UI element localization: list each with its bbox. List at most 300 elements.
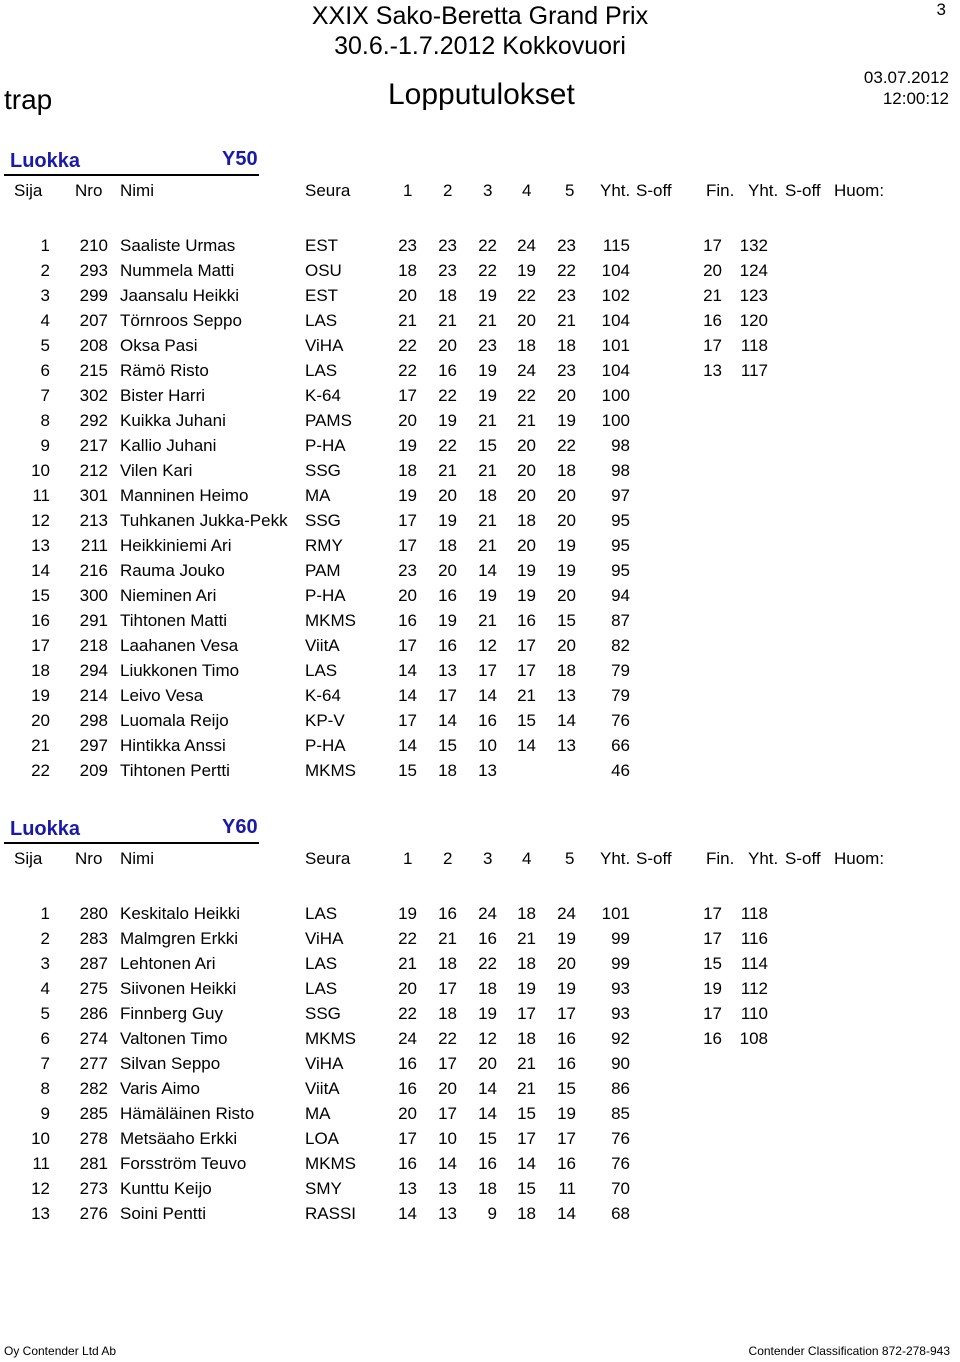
result-row: [0, 954, 960, 979]
cell-sija: 7: [40, 1054, 50, 1073]
cell-r4: 21: [517, 411, 536, 430]
result-row: [0, 461, 960, 486]
cell-sija: 12: [31, 511, 50, 530]
header-nro: Nro: [75, 849, 103, 868]
result-row: [0, 336, 960, 361]
cell-yht: 86: [611, 1079, 630, 1098]
header-fin: Fin.: [706, 181, 735, 200]
cell-r5: 17: [557, 1129, 576, 1148]
cell-seura: EST: [305, 286, 339, 305]
cell-r4: 18: [517, 1204, 536, 1223]
cell-yht: 92: [611, 1029, 630, 1048]
cell-r4: 22: [517, 386, 536, 405]
cell-r1: 18: [398, 261, 417, 280]
cell-r1: 14: [398, 661, 417, 680]
cell-fin: 15: [703, 954, 722, 973]
cell-r3: 18: [478, 1179, 497, 1198]
cell-nro: 275: [79, 979, 108, 998]
cell-r1: 13: [398, 1179, 417, 1198]
cell-yht: 99: [611, 954, 630, 973]
cell-sija: 10: [31, 1129, 50, 1148]
cell-sija: 4: [40, 979, 50, 998]
cell-r4: 15: [517, 711, 536, 730]
cell-r4: 18: [517, 954, 536, 973]
cell-nro: 274: [79, 1029, 108, 1048]
cell-r2: 13: [438, 1204, 457, 1223]
cell-sija: 6: [40, 361, 50, 380]
cell-fin: 17: [703, 1004, 722, 1023]
cell-r1: 18: [398, 461, 417, 480]
cell-nimi: Luomala Reijo: [120, 711, 229, 730]
cell-r4: 20: [517, 461, 536, 480]
cell-sija: 6: [40, 1029, 50, 1048]
cell-seura: LAS: [305, 979, 338, 998]
cell-r2: 18: [438, 761, 457, 780]
cell-r3: 12: [478, 636, 497, 655]
cell-nro: 209: [79, 761, 108, 780]
cell-nro: 291: [79, 611, 108, 630]
cell-r2: 23: [438, 261, 457, 280]
cell-r2: 16: [438, 586, 457, 605]
cell-r5: 15: [557, 611, 576, 630]
cell-sija: 14: [31, 561, 50, 580]
header-r5: 5: [565, 181, 575, 200]
cell-nimi: Laahanen Vesa: [120, 636, 239, 655]
cell-seura: MKMS: [305, 1029, 356, 1048]
cell-yht: 90: [611, 1054, 630, 1073]
cell-yht: 79: [611, 661, 630, 680]
cell-nro: 207: [79, 311, 108, 330]
cell-r4: 15: [517, 1104, 536, 1123]
cell-r3: 22: [478, 954, 497, 973]
cell-r3: 18: [478, 486, 497, 505]
cell-nimi: Hintikka Anssi: [120, 736, 226, 755]
cell-sija: 15: [31, 586, 50, 605]
cell-sija: 13: [31, 1204, 50, 1223]
cell-r5: 23: [557, 361, 576, 380]
cell-seura: EST: [305, 236, 339, 255]
cell-r3: 13: [478, 761, 497, 780]
cell-r3: 14: [478, 686, 497, 705]
cell-nimi: Bister Harri: [120, 386, 206, 405]
cell-nro: 213: [79, 511, 108, 530]
result-row: [0, 536, 960, 561]
cell-nro: 276: [79, 1204, 108, 1223]
header-huom: Huom:: [834, 181, 885, 200]
cell-nro: 297: [79, 736, 108, 755]
cell-nro: 278: [79, 1129, 108, 1148]
cell-nimi: Tihtonen Matti: [120, 611, 228, 630]
result-row: [0, 686, 960, 711]
cell-yht: 98: [611, 436, 630, 455]
cell-r3: 14: [478, 1104, 497, 1123]
cell-r3: 20: [478, 1054, 497, 1073]
header-r1: 1: [403, 849, 413, 868]
cell-nro: 285: [79, 1104, 108, 1123]
cell-sija: 1: [40, 904, 50, 923]
discipline-label: trap: [4, 84, 53, 115]
cell-seura: K-64: [305, 386, 341, 405]
cell-r2: 17: [438, 1054, 457, 1073]
cell-seura: MKMS: [305, 1154, 356, 1173]
cell-r1: 20: [398, 586, 417, 605]
cell-nimi: Manninen Heimo: [120, 486, 249, 505]
cell-r5: 20: [557, 954, 576, 973]
cell-r2: 18: [438, 954, 457, 973]
cell-seura: LAS: [305, 361, 338, 380]
cell-fin: 16: [703, 1029, 722, 1048]
cell-seura: RASSI: [305, 1204, 357, 1223]
cell-nimi: Lehtonen Ari: [120, 954, 216, 973]
cell-yht: 100: [601, 386, 630, 405]
cell-r2: 19: [438, 611, 457, 630]
cell-nimi: Metsäaho Erkki: [120, 1129, 238, 1148]
result-row: [0, 486, 960, 511]
print-time: 12:00:12: [882, 89, 949, 108]
cell-seura: OSU: [305, 261, 342, 280]
cell-r4: 21: [517, 1079, 536, 1098]
cell-r4: 20: [517, 311, 536, 330]
cell-r5: 15: [557, 1079, 576, 1098]
result-row: [0, 1029, 960, 1054]
cell-r4: 15: [517, 1179, 536, 1198]
cell-sija: 10: [31, 461, 50, 480]
page-number: 3: [936, 0, 946, 19]
cell-r5: 11: [558, 1179, 576, 1198]
cell-seura: LAS: [305, 954, 338, 973]
cell-r3: 21: [478, 411, 497, 430]
cell-r3: 18: [478, 979, 497, 998]
cell-sija: 1: [40, 236, 50, 255]
result-row: [0, 436, 960, 461]
cell-r2: 20: [438, 486, 457, 505]
cell-r3: 24: [478, 904, 497, 923]
cell-r1: 16: [398, 1054, 417, 1073]
cell-r5: 20: [557, 386, 576, 405]
cell-sija: 3: [40, 286, 50, 305]
cell-nro: 273: [79, 1179, 108, 1198]
cell-r5: 19: [557, 979, 576, 998]
cell-r5: 16: [557, 1054, 576, 1073]
cell-r4: 16: [517, 611, 536, 630]
cell-nro: 210: [79, 236, 108, 255]
cell-seura: SSG: [305, 461, 341, 480]
cell-r5: 24: [557, 904, 576, 923]
cell-fin: 20: [703, 261, 722, 280]
cell-r2: 21: [438, 311, 457, 330]
header-sija: Sija: [14, 181, 43, 200]
cell-seura: ViitA: [305, 1079, 340, 1098]
result-row: [0, 661, 960, 686]
cell-r4: 19: [517, 261, 536, 280]
cell-nro: 216: [79, 561, 108, 580]
cell-seura: MA: [305, 1104, 331, 1123]
cell-fin: 21: [703, 286, 722, 305]
cell-sija: 11: [32, 486, 50, 505]
cell-seura: MKMS: [305, 761, 356, 780]
result-row: [0, 1079, 960, 1104]
result-row: [0, 1004, 960, 1029]
cell-seura: SMY: [305, 1179, 342, 1198]
cell-r5: 20: [557, 586, 576, 605]
cell-yht: 104: [601, 361, 630, 380]
cell-nro: 208: [79, 336, 108, 355]
cell-nro: 212: [79, 461, 108, 480]
cell-r3: 16: [478, 711, 497, 730]
cell-r1: 15: [398, 761, 417, 780]
cell-r1: 17: [398, 536, 417, 555]
cell-sija: 9: [40, 1104, 50, 1123]
result-row: [0, 1179, 960, 1204]
cell-nimi: Siivonen Heikki: [120, 979, 237, 998]
cell-sija: 19: [31, 686, 50, 705]
cell-nro: 294: [79, 661, 108, 680]
cell-r4: 21: [517, 1054, 536, 1073]
cell-r2: 17: [438, 1104, 457, 1123]
cell-nimi: Heikkiniemi Ari: [120, 536, 232, 555]
cell-r2: 23: [438, 236, 457, 255]
cell-r3: 14: [478, 561, 497, 580]
cell-r1: 17: [398, 711, 417, 730]
cell-nimi: Silvan Seppo: [120, 1054, 221, 1073]
header-r1: 1: [403, 181, 413, 200]
cell-r4: 18: [517, 904, 536, 923]
cell-r1: 23: [398, 561, 417, 580]
cell-r1: 22: [398, 361, 417, 380]
cell-sija: 8: [40, 411, 50, 430]
cell-r3: 19: [478, 361, 497, 380]
cell-nimi: Oksa Pasi: [120, 336, 198, 355]
cell-r1: 19: [398, 904, 417, 923]
cell-r1: 16: [398, 611, 417, 630]
cell-finyht: 117: [740, 361, 768, 380]
cell-r4: 24: [517, 361, 536, 380]
cell-r5: 19: [557, 561, 576, 580]
header-r2: 2: [443, 849, 453, 868]
cell-seura: LAS: [305, 904, 338, 923]
cell-r4: 18: [517, 336, 536, 355]
result-row: [0, 1129, 960, 1154]
cell-r5: 20: [557, 486, 576, 505]
cell-r2: 16: [438, 904, 457, 923]
cell-sija: 13: [31, 536, 50, 555]
cell-r3: 10: [478, 736, 497, 755]
cell-nimi: Rauma Jouko: [120, 561, 225, 580]
cell-r2: 18: [438, 1004, 457, 1023]
cell-r1: 22: [398, 929, 417, 948]
cell-yht: 82: [611, 636, 630, 655]
cell-r1: 23: [398, 236, 417, 255]
cell-r1: 14: [398, 736, 417, 755]
cell-nro: 218: [79, 636, 108, 655]
result-row: [0, 611, 960, 636]
cell-nimi: Jaansalu Heikki: [120, 286, 240, 305]
cell-r3: 14: [478, 1079, 497, 1098]
result-row: [0, 261, 960, 286]
cell-sija: 17: [31, 636, 50, 655]
cell-r5: 16: [557, 1029, 576, 1048]
cell-r4: 24: [517, 236, 536, 255]
cell-sija: 8: [40, 1079, 50, 1098]
cell-seura: LOA: [305, 1129, 340, 1148]
cell-r2: 20: [438, 1079, 457, 1098]
cell-r5: 18: [557, 461, 576, 480]
cell-r5: 20: [557, 511, 576, 530]
cell-r1: 17: [398, 636, 417, 655]
cell-sija: 5: [40, 336, 50, 355]
header-finyht: Yht.: [748, 181, 779, 200]
cell-finyht: 118: [740, 336, 768, 355]
cell-yht: 102: [601, 286, 630, 305]
cell-sija: 4: [40, 311, 50, 330]
cell-yht: 95: [611, 561, 630, 580]
cell-r4: 17: [517, 661, 536, 680]
cell-r5: 17: [557, 1004, 576, 1023]
header-sija: Sija: [14, 849, 43, 868]
cell-nro: 302: [79, 386, 108, 405]
cell-fin: 17: [703, 236, 722, 255]
header-r3: 3: [483, 181, 493, 200]
cell-nimi: Leivo Vesa: [120, 686, 204, 705]
cell-nimi: Kallio Juhani: [120, 436, 217, 455]
cell-r2: 18: [438, 536, 457, 555]
cell-finyht: 120: [739, 311, 768, 330]
class-name: Y50: [222, 148, 258, 170]
cell-r2: 18: [438, 286, 457, 305]
header-nro: Nro: [75, 181, 103, 200]
cell-r5: 23: [557, 236, 576, 255]
header-r5: 5: [565, 849, 575, 868]
cell-r2: 17: [438, 979, 457, 998]
cell-finyht: 118: [740, 904, 768, 923]
cell-nimi: Tihtonen Pertti: [120, 761, 230, 780]
cell-nimi: Soini Pentti: [120, 1204, 206, 1223]
cell-sija: 21: [31, 736, 50, 755]
cell-yht: 101: [601, 904, 630, 923]
result-row: [0, 636, 960, 661]
result-row: [0, 561, 960, 586]
cell-r5: 14: [557, 1204, 576, 1223]
cell-r1: 20: [398, 979, 417, 998]
cell-r3: 16: [478, 1154, 497, 1173]
cell-sija: 9: [40, 436, 50, 455]
cell-nro: 299: [79, 286, 108, 305]
cell-r5: 22: [557, 436, 576, 455]
cell-seura: P-HA: [305, 436, 346, 455]
cell-sija: 16: [31, 611, 50, 630]
cell-r3: 17: [478, 661, 497, 680]
cell-r4: 19: [517, 586, 536, 605]
header-nimi: Nimi: [120, 849, 154, 868]
cell-r3: 16: [478, 929, 497, 948]
cell-r2: 19: [438, 511, 457, 530]
class-label: Luokka: [10, 818, 81, 840]
cell-nimi: Keskitalo Heikki: [120, 904, 240, 923]
header-fin: Fin.: [706, 849, 735, 868]
footer-company: Oy Contender Ltd Ab: [4, 1344, 117, 1358]
result-row: [0, 711, 960, 736]
class-name: Y60: [222, 816, 258, 838]
cell-nro: 283: [79, 929, 108, 948]
cell-r2: 10: [438, 1129, 457, 1148]
cell-sija: 5: [40, 1004, 50, 1023]
cell-r4: 20: [517, 536, 536, 555]
cell-r3: 15: [478, 1129, 497, 1148]
cell-finyht: 132: [739, 236, 768, 255]
cell-nimi: Vilen Kari: [120, 461, 193, 480]
cell-yht: 76: [611, 711, 630, 730]
cell-r4: 21: [517, 686, 536, 705]
header-r4: 4: [522, 181, 532, 200]
class-underline: [4, 174, 259, 176]
result-row: [0, 736, 960, 761]
cell-yht: 66: [611, 736, 630, 755]
result-row: [0, 1204, 960, 1229]
cell-seura: ViitA: [305, 636, 340, 655]
column-header-row: [0, 849, 960, 874]
cell-r2: 17: [438, 686, 457, 705]
cell-nro: 214: [79, 686, 108, 705]
result-row: [0, 979, 960, 1004]
cell-r2: 19: [438, 411, 457, 430]
result-row: [0, 411, 960, 436]
cell-r3: 19: [478, 586, 497, 605]
header-seura: Seura: [305, 181, 351, 200]
cell-yht: 70: [611, 1179, 630, 1198]
class-label: Luokka: [10, 150, 81, 172]
cell-sija: 2: [40, 929, 50, 948]
cell-r3: 21: [478, 611, 497, 630]
cell-r2: 15: [438, 736, 457, 755]
cell-r1: 17: [398, 386, 417, 405]
cell-yht: 87: [611, 611, 630, 630]
cell-yht: 68: [611, 1204, 630, 1223]
result-row: [0, 904, 960, 929]
cell-r5: 19: [557, 1104, 576, 1123]
cell-seura: RMY: [305, 536, 343, 555]
cell-r2: 13: [438, 1179, 457, 1198]
cell-r4: 19: [517, 561, 536, 580]
cell-yht: 76: [611, 1154, 630, 1173]
cell-yht: 76: [611, 1129, 630, 1148]
cell-yht: 95: [611, 536, 630, 555]
cell-seura: PAM: [305, 561, 341, 580]
cell-nimi: Törnroos Seppo: [120, 311, 242, 330]
header-huom: Huom:: [834, 849, 885, 868]
result-row: [0, 386, 960, 411]
result-row: [0, 1154, 960, 1179]
cell-r1: 20: [398, 1104, 417, 1123]
cell-r5: 16: [557, 1154, 576, 1173]
cell-r5: 13: [557, 736, 576, 755]
cell-nimi: Malmgren Erkki: [120, 929, 239, 948]
cell-r3: 19: [478, 286, 497, 305]
result-row: [0, 311, 960, 336]
cell-r5: 13: [557, 686, 576, 705]
cell-seura: PAMS: [305, 411, 352, 430]
cell-sija: 7: [40, 386, 50, 405]
cell-nro: 301: [79, 486, 108, 505]
cell-sija: 11: [32, 1154, 50, 1173]
cell-yht: 101: [601, 336, 630, 355]
cell-r2: 22: [438, 436, 457, 455]
cell-seura: P-HA: [305, 586, 346, 605]
cell-nimi: Nieminen Ari: [120, 586, 217, 605]
cell-r5: 19: [557, 411, 576, 430]
header-finsoff: S-off: [785, 181, 821, 200]
cell-r1: 22: [398, 336, 417, 355]
cell-nimi: Rämö Risto: [120, 361, 209, 380]
